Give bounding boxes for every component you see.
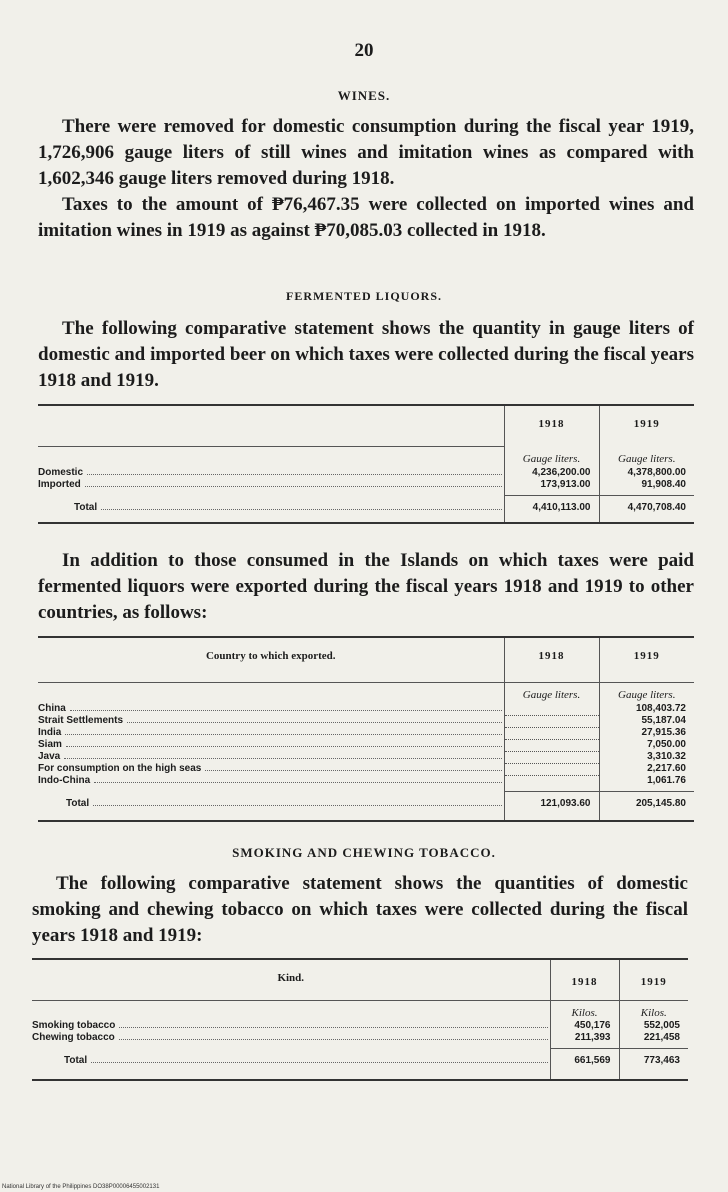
exports-unit-1918: Gauge liters.	[504, 683, 599, 704]
table-row	[32, 1020, 688, 1032]
wines-heading: WINES.	[337, 88, 391, 103]
fermented-text	[38, 316, 694, 394]
total-value-1918: 661,569	[550, 1049, 619, 1080]
wines-paragraph-1: There were removed for domestic consumption during the fiscal year 1919, 1,726,906 gauge liters of still wines and imitation wines as compared with 1,602,346 gauge liters removed during 1918.	[38, 116, 694, 189]
row-value-1918: 173,913.00	[504, 479, 599, 496]
row-value-1919: 2,217.60	[599, 763, 694, 775]
table-row	[32, 1032, 688, 1049]
fermented-paragraph: The following comparative statement shows the quantity in gauge liters of domestic and imported beer on which taxes were collected during the fiscal years 1918 and 1919.	[38, 318, 694, 391]
page-number: 20	[354, 40, 374, 61]
row-value-1919: 55,187.04	[599, 715, 694, 727]
total-row	[38, 496, 694, 523]
table-row	[38, 703, 694, 715]
row-value-1918	[504, 751, 599, 763]
beer-table	[38, 404, 694, 524]
wines-paragraph-2: Taxes to the amount of ₱76,467.35 were collected on imported wines and imitation wines in 1919 as against ₱70,085.03 collected in 1918.	[38, 194, 694, 241]
table-row	[38, 727, 694, 739]
tobacco-col-1918: 1918	[550, 959, 619, 1001]
row-value-1918: 211,393	[550, 1032, 619, 1049]
row-value-1918	[504, 715, 599, 727]
tobacco-col-kind: Kind.	[32, 959, 550, 1001]
wines-text	[38, 114, 694, 244]
row-value-1919: 552,005	[619, 1020, 688, 1032]
table-row	[38, 715, 694, 727]
row-value-1919: 3,310.32	[599, 751, 694, 763]
total-label: Total	[74, 501, 98, 513]
table-row	[38, 467, 694, 479]
footer-credit: National Library of the Philippines DO38P00006455002131	[2, 1184, 160, 1190]
table-row	[38, 479, 694, 496]
beer-col-1918: 1918	[504, 405, 599, 447]
beer-unit-1919: Gauge liters.	[599, 447, 694, 468]
row-value-1919: 1,061.76	[599, 775, 694, 792]
row-value-1919: 221,458	[619, 1032, 688, 1049]
total-row	[32, 1049, 688, 1080]
exports-col-1919: 1919	[599, 637, 694, 683]
fermented-heading: FERMENTED LIQUORS.	[285, 289, 443, 303]
row-label: Strait Settlements	[38, 715, 124, 726]
exports-col-country: Country to which exported.	[38, 637, 504, 683]
table-row	[38, 751, 694, 763]
row-label: Chewing tobacco	[32, 1032, 115, 1043]
beer-col-1919: 1919	[599, 405, 694, 447]
row-value-1919: 91,908.40	[599, 479, 694, 496]
beer-header-blank	[38, 405, 504, 447]
row-value-1919: 4,378,800.00	[599, 467, 694, 479]
row-label: Siam	[38, 739, 62, 750]
table-row	[38, 739, 694, 751]
row-value-1918	[504, 739, 599, 751]
row-label: Java	[38, 751, 61, 762]
row-value-1919: 7,050.00	[599, 739, 694, 751]
row-value-1918	[504, 763, 599, 775]
total-value-1919: 205,145.80	[599, 792, 694, 821]
exports-table	[38, 636, 694, 822]
row-value-1919: 27,915.36	[599, 727, 694, 739]
row-value-1919: 108,403.72	[599, 703, 694, 715]
row-label: China	[38, 703, 66, 714]
total-row	[38, 792, 694, 821]
tobacco-col-1919: 1919	[619, 959, 688, 1001]
row-label: Smoking tobacco	[32, 1020, 116, 1031]
row-value-1918	[504, 727, 599, 739]
row-label: For consumption on the high seas	[38, 763, 202, 774]
row-value-1918: 4,236,200.00	[504, 467, 599, 479]
tobacco-heading: SMOKING AND CHEWING TOBACCO.	[232, 845, 496, 860]
tobacco-paragraph: The following comparative statement shows the quantities of domestic smoking and chewing tobacco on which taxes were collected during the fiscal years 1918 and 1919:	[32, 873, 688, 946]
total-value-1918: 121,093.60	[504, 792, 599, 821]
row-label: India	[38, 727, 62, 738]
tobacco-text	[32, 871, 688, 949]
exports-paragraph: In addition to those consumed in the Islands on which taxes were paid fermented liquors were exported during the fiscal years 1918 and 1919 to other countries, as follows:	[38, 550, 694, 623]
exports-text	[38, 548, 694, 626]
row-label: Indo-China	[38, 775, 91, 786]
total-value-1919: 773,463	[619, 1049, 688, 1080]
total-label: Total	[64, 1054, 88, 1066]
row-value-1918	[504, 775, 599, 792]
table-row	[38, 775, 694, 792]
row-label: Imported	[38, 479, 81, 490]
exports-unit-1919: Gauge liters.	[599, 683, 694, 704]
tobacco-unit-1919: Kilos.	[619, 1001, 688, 1021]
total-value-1919: 4,470,708.40	[599, 496, 694, 523]
tobacco-unit-1918: Kilos.	[550, 1001, 619, 1021]
beer-unit-1918: Gauge liters.	[504, 447, 599, 468]
total-label: Total	[66, 797, 90, 809]
total-value-1918: 4,410,113.00	[504, 496, 599, 523]
row-value-1918: 450,176	[550, 1020, 619, 1032]
table-row	[38, 763, 694, 775]
row-label: Domestic	[38, 467, 84, 478]
exports-col-1918: 1918	[504, 637, 599, 683]
row-value-1918	[504, 703, 599, 715]
tobacco-table	[32, 958, 688, 1081]
